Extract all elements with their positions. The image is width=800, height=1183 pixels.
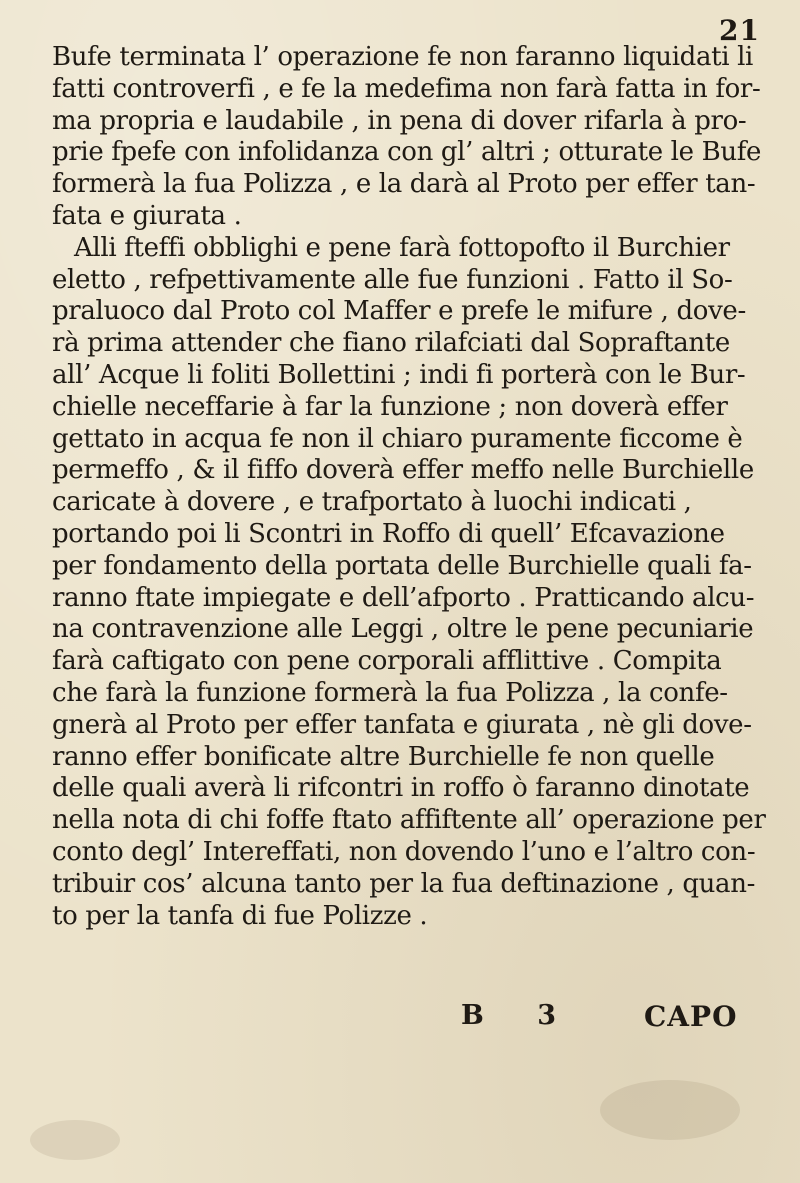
text-line: chielle neceffarie à far la funzione ; non doverà effer: [52, 391, 728, 422]
text-line: fata e giurata .: [52, 200, 242, 231]
text-line: tribuir cos’ alcuna tanto per la fua deftinazione , quan-: [52, 868, 756, 899]
text-line: nella nota di chi foffe ftato affiftente all’ operazione per: [52, 805, 766, 836]
text-line: caricate à dovere , e trafportato à luochi indicati ,: [52, 487, 692, 518]
paper-stain: [600, 1080, 740, 1140]
text-line: ranno effer bonificate altre Burchielle fe non quelle: [52, 741, 715, 772]
text-line: Alli fteffi obblighi e pene farà fottopofto il Burchier: [74, 232, 730, 263]
paper-stain: [30, 1120, 120, 1160]
text-line: ma propria e laudabile , in pena di dover rifarla à pro-: [52, 105, 747, 136]
signature-mark: B 3: [461, 1000, 579, 1031]
text-line: formerà la fua Polizza , e la darà al Proto per effer tan-: [52, 169, 756, 200]
catchword: CAPO: [644, 1000, 738, 1033]
text-line: to per la tanfa di fue Polizze .: [52, 900, 428, 931]
text-line: gnerà al Proto per effer tanfata e giurata , nè gli dove-: [52, 709, 752, 740]
text-line: fatti controverfi , e fe la medefima non farà fatta in for-: [52, 73, 761, 104]
text-line: rà prima attender che fiano rilafciati dal Sopraftante: [52, 328, 730, 359]
text-line: prie fpefe con infolidanza con gl’ altri ; otturate le Bufe: [52, 137, 762, 168]
text-line: conto degl’ Intereffati, non dovendo l’uno e l’altro con-: [52, 836, 756, 867]
text-line: farà caftigato con pene corporali afflittive . Compita: [52, 646, 722, 677]
text-line: per fondamento della portata delle Burchielle quali fa-: [52, 550, 752, 581]
body-text: [52, 42, 772, 932]
text-line: Bufe terminata l’ operazione fe non faranno liquidati li: [52, 42, 754, 72]
text-line: eletto , refpettivamente alle fue funzioni . Fatto il So-: [52, 264, 733, 295]
text-line: delle quali averà li rifcontri in roffo ò faranno dinotate: [52, 773, 750, 804]
text-line: all’ Acque li foliti Bollettini ; indi fi porterà con le Bur-: [52, 359, 746, 390]
text-line: che farà la funzione formerà la fua Polizza , la confe-: [52, 677, 728, 708]
text-line: praluoco dal Proto col Maffer e prefe le mifure , dove-: [52, 296, 746, 327]
page-number: 21: [719, 14, 760, 47]
text-line: portando poi li Scontri in Roffo di quell’ Efcavazione: [52, 518, 725, 549]
text-line: ranno ftate impiegate e dell’afporto . Pratticando alcu-: [52, 582, 755, 613]
page-footer: [0, 1000, 800, 1040]
text-line: permeffo , & il fiffo doverà effer meffo nelle Burchielle: [52, 455, 754, 486]
text-line: gettato in acqua fe non il chiaro puramente ficcome è: [52, 423, 743, 454]
text-line: na contravenzione alle Leggi , oltre le pene pecuniarie: [52, 614, 754, 645]
